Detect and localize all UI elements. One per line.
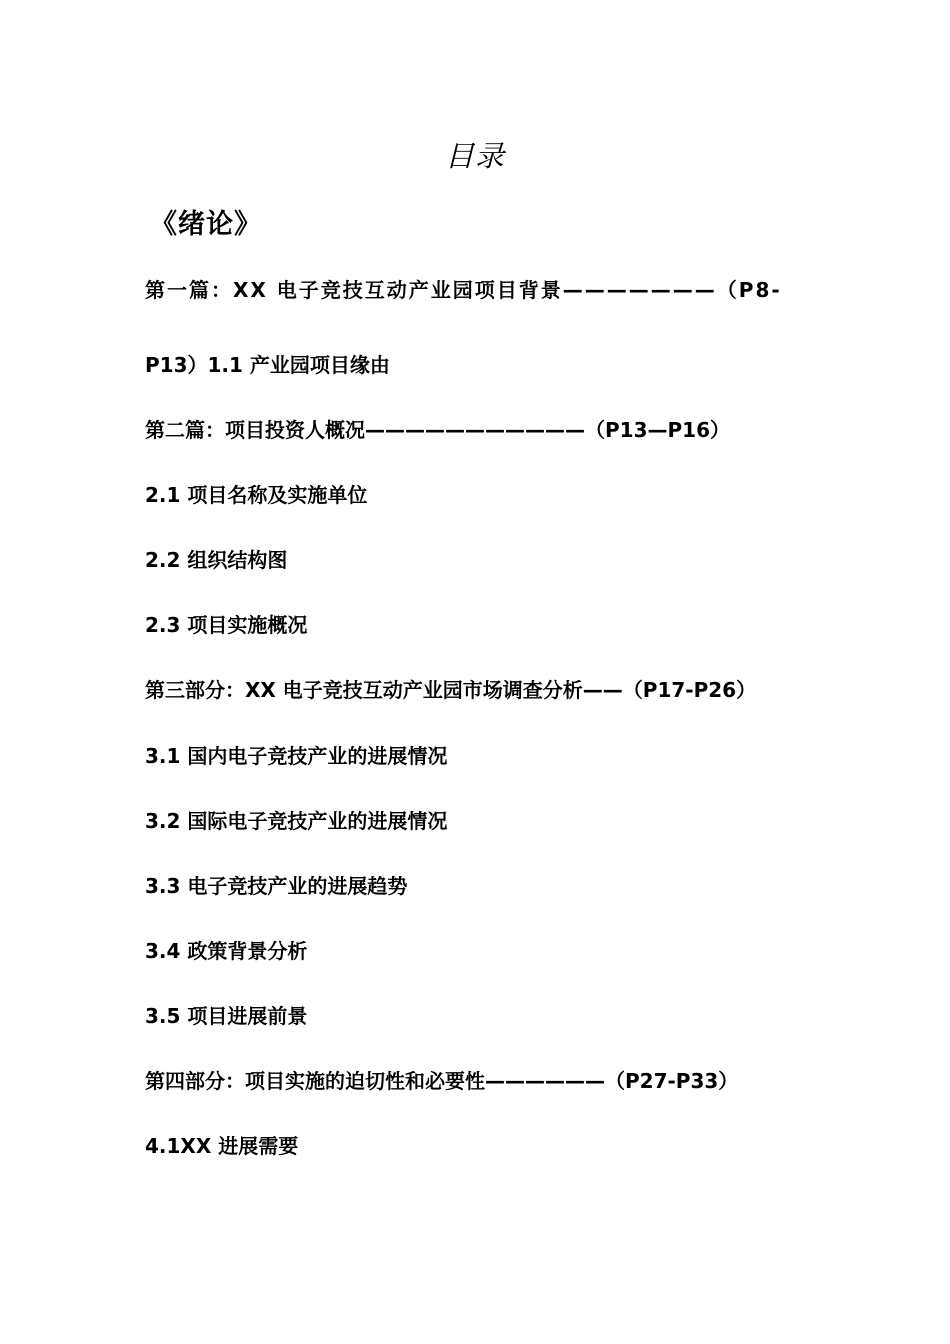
toc-entry-part2: 第二篇：项目投资人概况———————————（P13—P16） xyxy=(145,418,730,442)
toc-intro-heading: 《绪论》 xyxy=(150,209,262,240)
toc-entry-part1-pages-end: P13） xyxy=(145,353,208,377)
toc-entry-2-2: 2.2 组织结构图 xyxy=(145,548,288,572)
toc-entry-part3: 第三部分：XX 电子竞技互动产业园市场调查分析——（P17-P26） xyxy=(145,678,757,702)
toc-entry-1-1: 1.1 产业园项目缘由 xyxy=(207,353,390,377)
toc-entry-3-5: 3.5 项目进展前景 xyxy=(145,1004,308,1028)
toc-entry-4-1: 4.1XX 进展需要 xyxy=(145,1134,299,1158)
toc-entry-3-3: 3.3 电子竞技产业的进展趋势 xyxy=(145,874,408,898)
toc-title: 目录 xyxy=(444,139,505,173)
toc-entry-part4: 第四部分：项目实施的迫切性和必要性——————（P27-P33） xyxy=(145,1069,739,1093)
toc-entry-3-2: 3.2 国际电子竞技产业的进展情况 xyxy=(145,809,448,833)
toc-entry-part1: 第一篇：XX 电子竞技互动产业园项目背景———————（P8- xyxy=(145,278,782,302)
toc-entry-3-1: 3.1 国内电子竞技产业的进展情况 xyxy=(145,744,448,768)
toc-entry-2-1: 2.1 项目名称及实施单位 xyxy=(145,483,368,507)
toc-entry-part1-continuation xyxy=(145,352,390,378)
toc-entry-2-3: 2.3 项目实施概况 xyxy=(145,613,308,637)
toc-entry-3-4: 3.4 政策背景分析 xyxy=(145,939,308,963)
